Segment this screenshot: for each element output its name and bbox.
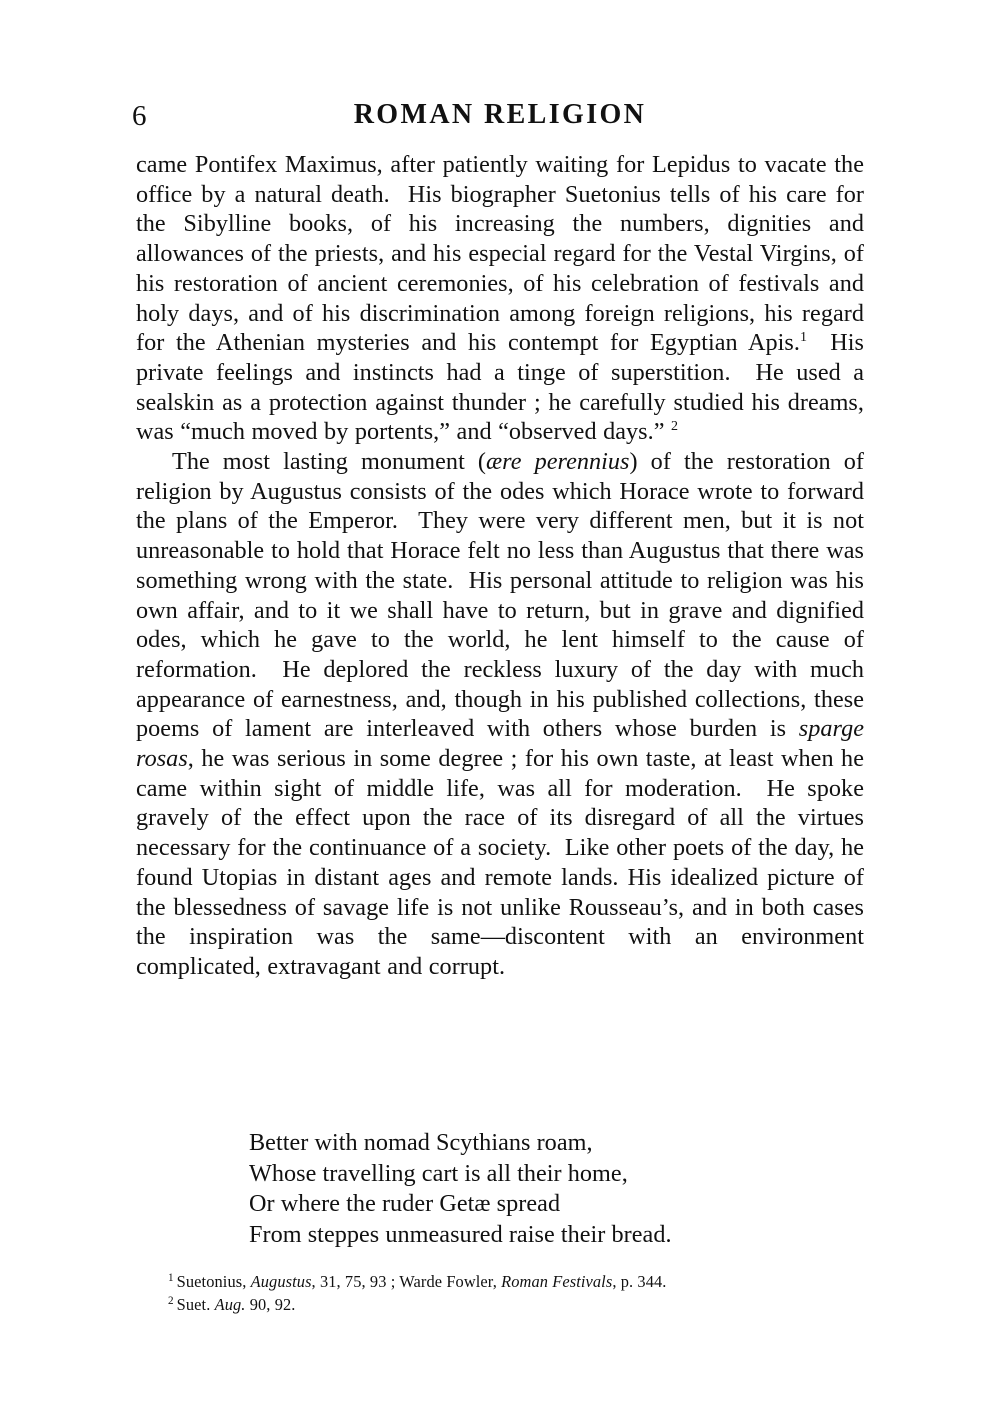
footnote-marker: 1 bbox=[168, 1271, 174, 1284]
body-text-block bbox=[136, 150, 864, 982]
footnote-text: Suetonius, Augustus, 31, 75, 93 ; Warde Fowler, Roman Festivals, p. 344. bbox=[176, 1272, 667, 1291]
footnote-1 bbox=[168, 1270, 868, 1293]
page-number: 6 bbox=[132, 100, 147, 132]
footnote-block bbox=[168, 1270, 868, 1316]
verse-line: Or where the ruder Getæ spread bbox=[249, 1190, 561, 1217]
running-title: ROMAN RELIGION bbox=[353, 99, 647, 130]
paragraph-2: The most lasting monument (ære perennius) of the restoration of religion by Augustus consists of the odes which Horace wrote to forward the plans of the Emperor. They were very different men, but it is not unreasonable to hold that Horace felt no less than Augustus that there was something wrong with the state. His personal attitude to religion was his own affair, and to it we shall have to return, but in grave and dignified odes, which he gave to the world, he lent himself to the cause of reformation. He deplored the reckless luxury of the day with much appearance of earnestness, and, though in his published collections, these poems of lament are interleaved with others whose burden is sparge rosas, he was serious in some degree ; for his own taste, at least when he came within sight of middle life, was all for moderation. He spoke gravely of the effect upon the race of its disregard of all the virtues necessary for the continuance of a society. Like other poets of the day, he found Utopias in distant ages and remote lands. His idealized picture of the blessedness of savage life is not unlike Rousseau’s, and in both cases the inspiration was the same—discontent with an environment complicated, extravagant and corrupt. bbox=[136, 448, 864, 980]
footnote-text: Suet. Aug. 90, 92. bbox=[176, 1295, 296, 1314]
paragraph-1: came Pontifex Maximus, after patiently waiting for Lepidus to vacate the office by a natural death. His biographer Suetonius tells of his care for the Sibylline books, of his increasing the numbers, dignities and allowances of the priests, and his especial regard for the Vestal Virgins, of his restoration of ancient ceremonies, of his celebration of festivals and holy days, and of his discrimination among foreign religions, his regard for the Athenian mysteries and his contempt for Egyptian Apis.$^1$ His private feelings and instincts had a tinge of superstition. He used a sealskin as a protection against thunder ; he carefully studied his dreams, was “much moved by portents,” and “observed days.” $^2$ bbox=[136, 151, 864, 446]
running-head bbox=[132, 96, 868, 138]
footnote-marker: 2 bbox=[168, 1294, 174, 1307]
verse-line: Better with nomad Scythians roam, bbox=[249, 1129, 593, 1156]
verse-line: Whose travelling cart is all their home, bbox=[249, 1159, 628, 1187]
footnote-2 bbox=[168, 1293, 868, 1316]
verse-line: From steppes unmeasured raise their bread. bbox=[249, 1220, 672, 1248]
verse-block bbox=[249, 1128, 809, 1250]
